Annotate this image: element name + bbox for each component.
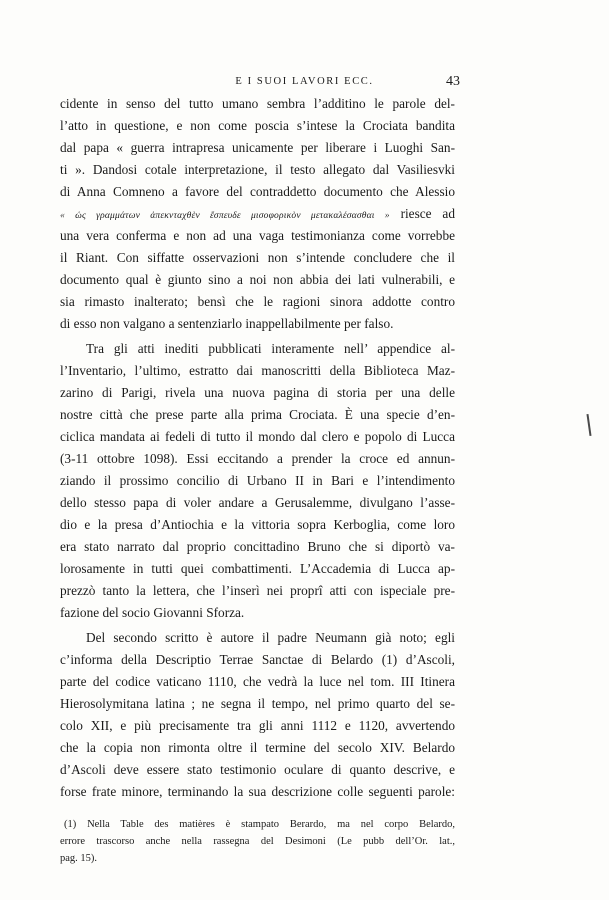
text-line: era stato narrato dal proprio concittadino Bruno che si diportò va-: [60, 539, 455, 554]
text-line: lorosamente in tutti quei combattimenti. L’Accademia di Lucca ap-: [60, 561, 455, 576]
text-line-greek: [60, 203, 455, 225]
text-line: zarino di Parigi, rivela una nuova pagina di storia per una delle: [60, 385, 455, 400]
text-line: l’Inventario, l’ultimo, estratto dai manoscritti della Biblioteca Maz-: [60, 363, 455, 378]
text-line: sia rimasto inalterato; bensì che le ragioni sinora addotte contro: [60, 294, 455, 309]
running-head: [0, 76, 609, 92]
text-line: una vera conferma e non ad una vaga testimonianza come vorrebbe: [60, 228, 455, 243]
text-line: l’atto in questione, e non come poscia s’intese la Crociata bandita: [60, 118, 455, 133]
footnote-line: pag. 15).: [60, 853, 98, 864]
text-line: ti ». Dandosi cotale interpretazione, il testo allegato dal Vasiliesvki: [60, 162, 455, 177]
text-line: cidente in senso del tutto umano sembra l’additino le parole del-: [60, 96, 455, 111]
text-line: ciclica mandata ai fedeli di tutto il mondo dal clero e popolo di Lucca: [60, 429, 455, 444]
text-line: c’informa della Descriptio Terrae Sanctae di Belardo (1) d’Ascoli,: [60, 652, 455, 667]
greek-quotation: « ὡς γραμμάτων ἀπεκνταχθὲν ἔσπευδε μισοφορικὸν μετακαλέσασθαι »: [60, 211, 390, 221]
text-line: documento qual è giunto sino a noi non abbia dei lati vulnerabili, e: [60, 272, 455, 287]
text-line: il Riant. Con siffatte osservazioni non s’intende concludere che il: [60, 250, 455, 265]
footnote-line: (1) Nella Table des matières è stampato Berardo, ma nel corpo Belardo,: [64, 819, 455, 830]
text-line: nostre città che prese parte alla prima Crociata. È una specie d’en-: [60, 407, 455, 422]
text-line: di esso non valgano a sentenziarlo inappellabilmente per falso.: [60, 316, 394, 331]
text-line: ziando il prossimo concilio di Urbano II in Bari e l’intendimento: [60, 473, 455, 488]
text-line: dio e la presa d’Antiochia e la vittoria sopra Kerboglia, come loro: [60, 517, 455, 532]
text-line: dal papa « guerra intrapresa unicamente per liberare i Luoghi San-: [60, 140, 455, 155]
text-line: (3-11 ottobre 1098). Essi eccitando a prender la croce ed annun-: [60, 451, 455, 466]
text-line: Hierosolymitana latina ; ne segna il tempo, nel primo quarto del se-: [60, 696, 455, 711]
running-title: E I SUOI LAVORI ECC.: [235, 76, 374, 87]
greek-line-rest: riesce ad: [400, 206, 455, 221]
footnote-line: errore trascorso anche nella rassegna del Desimoni (Le pubb dell’Or. lat.,: [60, 836, 455, 847]
text-line: Tra gli atti inediti pubblicati interamente nell’ appendice al-: [86, 341, 455, 356]
text-line: prezzò tanto la lettera, che l’inserì nei proprî atti con ispeciale pre-: [60, 583, 455, 598]
page-number: 43: [446, 74, 460, 89]
text-line: che la copia non rimonta oltre il termine del secolo XIV. Belardo: [60, 740, 455, 755]
text-line: fazione del socio Giovanni Sforza.: [60, 605, 245, 620]
text-line: forse frate minore, terminando la sua descrizione colle seguenti parole:: [60, 784, 455, 799]
text-line: di Anna Comneno a favore del contraddetto documento che Alessio: [60, 184, 455, 199]
text-line: dello stesso papa di voler andare a Gerusalemme, divulgano l’asse-: [60, 495, 455, 510]
margin-mark: [586, 414, 591, 436]
text-line: parte del codice vaticano 1110, che vedrà la luce nel tom. III Itinera: [60, 674, 455, 689]
text-line: d’Ascoli deve essere stato testimonio oculare di quanto descrive, e: [60, 762, 455, 777]
text-line: Del secondo scritto è autore il padre Neumann già noto; egli: [86, 630, 455, 645]
text-line: colo XII, e più precisamente tra gli anni 1112 e 1120, avvertendo: [60, 718, 455, 733]
